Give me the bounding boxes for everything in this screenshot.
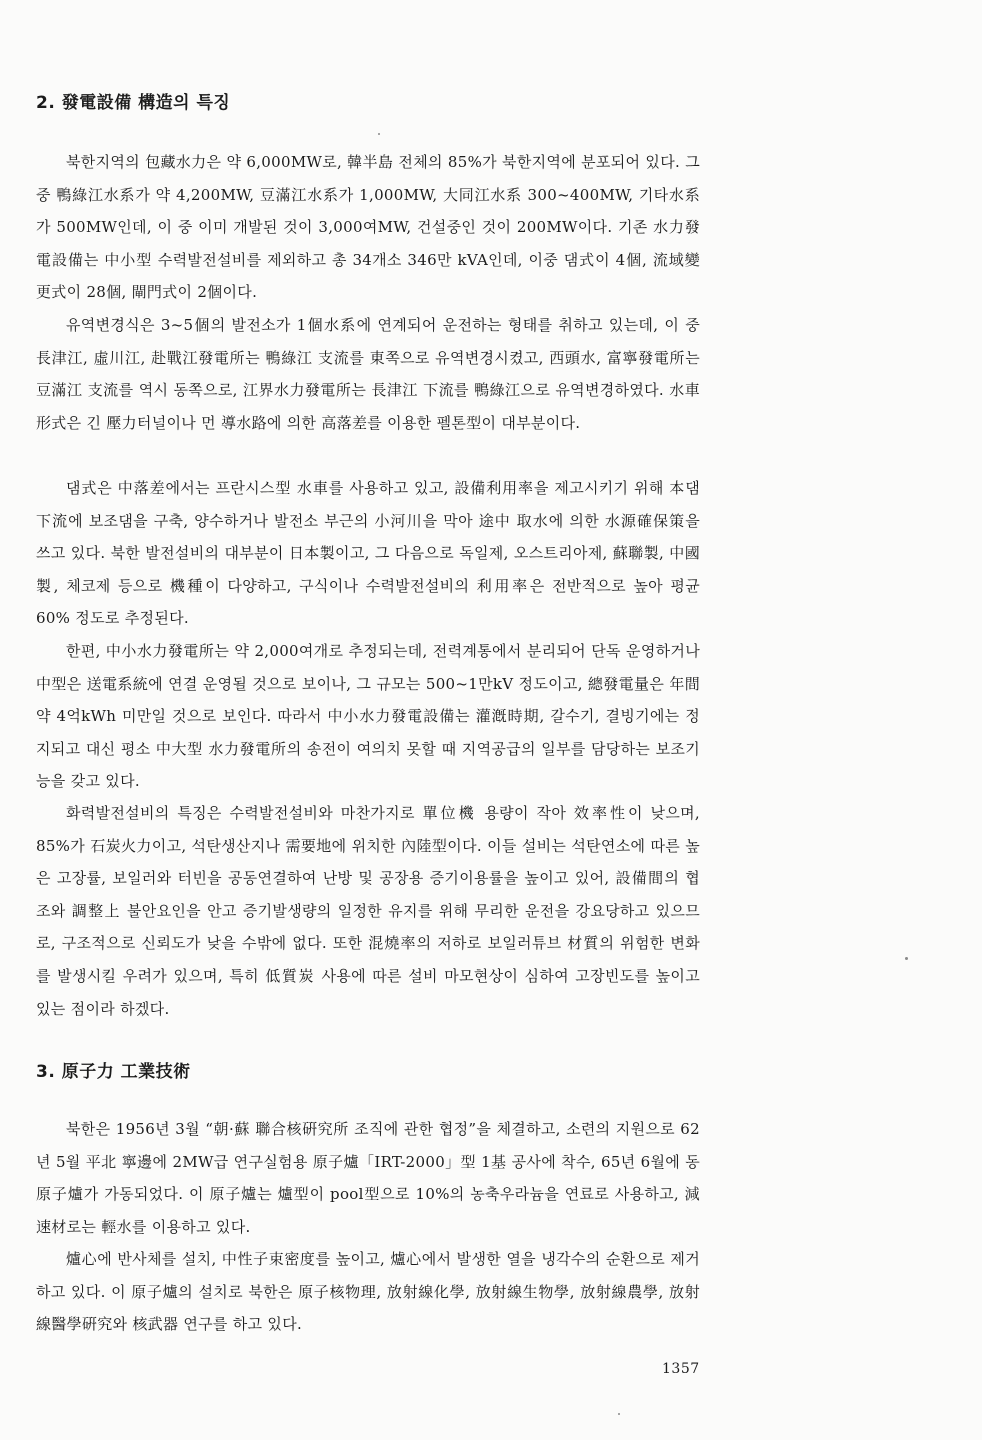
scan-speck	[378, 133, 380, 135]
scan-speck	[905, 957, 908, 960]
scan-speck	[618, 1413, 620, 1415]
section-heading-nuclear: 3. 原子力 工業技術	[36, 1062, 191, 1082]
page-number: 1357	[662, 1361, 700, 1377]
paragraph-dam-type: 댐式은 中落差에서는 프란시스型 水車를 사용하고 있고, 設備利用率을 제고시키기 위해 本댐 下流에 보조댐을 구축, 양수하거나 발전소 부근의 小河川을 막아 途中 取水에 의한 水源確保策을 쓰고 있다. 북한 발전설비의 대부분이 日本製이고, 그 다음으로 독일제, 오스트리아제, 蘇聯製, 中國製, 체코제 등으로 機種이 다양하고, 구식이나 수력발전설비의 利用率은 전반적으로 높아 평균 60% 정도로 추정된다.	[36, 479, 700, 628]
paragraph-thermal-power: 화력발전설비의 특징은 수력발전설비와 마찬가지로 單位機 용량이 작아 效率性이 낮으며, 85%가 石炭火力이고, 석탄생산지나 需要地에 위치한 內陸型이다. 이들 설비는 석탄연소에 따른 높은 고장률, 보일러와 터빈을 공동연결하여 난방 및 공장용 증기이용률을 높이고 있어, 設備間의 협조와 調整上 불안요인을 안고 증기발생량의 일정한 유지를 위해 무리한 운전을 강요당하고 있으므로, 구조적으로 신뢰도가 낮을 수밖에 없다. 또한 混燒率의 저하로 보일러튜브 材質의 위험한 변화를 발생시킬 우려가 있으며, 특히 低質炭 사용에 따른 설비 마모현상이 심하여 고장빈도를 높이고 있는 점이라 하겠다.	[36, 804, 700, 1018]
paragraph-small-hydro: 한편, 中小水力發電所는 약 2,000여개로 추정되는데, 전력계통에서 분리되어 단독 운영하거나 中型은 送電系統에 연결 운영될 것으로 보이나, 그 규모는 500~1만kV 정도이고, 總發電量은 年間 약 4억kWh 미만일 것으로 보인다. 따라서 中小水力發電設備는 灌漑時期, 갈수기, 결빙기에는 정지되고 대신 평소 中大型 水力發電所의 송전이 여의치 못할 때 지역공급의 일부를 담당하는 보조기능을 갖고 있다.	[36, 642, 700, 791]
paragraph-research-reactor: 북한은 1956년 3월 “朝·蘇 聯合核硏究所 조직에 관한 협정”을 체결하고, 소련의 지원으로 62년 5월 平北 寧邊에 2MW급 연구실험용 原子爐「IRT-2000」型 1基 공사에 착수, 65년 6월에 동 原子爐가 가동되었다. 이 原子爐는 爐型이 pool型으로 10%의 농축우라늄을 연료로 사용하고, 減速材로는 輕水를 이용하고 있다.	[36, 1120, 700, 1236]
paragraph-reactor-core: 爐心에 반사체를 설치, 中性子束密度를 높이고, 爐心에서 발생한 열을 냉각수의 순환으로 제거하고 있다. 이 原子爐의 설치로 북한은 原子核物理, 放射線化學, 放射線生物學, 放射線農學, 放射線醫學硏究와 核武器 연구를 하고 있다.	[36, 1250, 700, 1334]
paragraph-basin-diversion: 유역변경식은 3~5個의 발전소가 1個水系에 연계되어 운전하는 형태를 취하고 있는데, 이 중 長津江, 虛川江, 赴戰江發電所는 鴨綠江 支流를 東쪽으로 유역변경시켰고, 西頭水, 富寧發電所는 豆滿江 支流를 역시 동쪽으로, 江界水力發電所는 長津江 下流를 鴨綠江으로 유역변경하였다. 水車形式은 긴 壓力터널이나 먼 導水路에 의한 高落差를 이용한 펠톤型이 대부분이다.	[36, 316, 700, 432]
paragraph-hydro-potential: 북한지역의 包藏水力은 약 6,000MW로, 韓半島 전체의 85%가 북한지역에 분포되어 있다. 그 중 鴨綠江水系가 약 4,200MW, 豆滿江水系가 1,000MW, 大同江水系 300~400MW, 기타水系가 500MW인데, 이 중 이미 개발된 것이 3,000여MW, 건설중인 것이 200MW이다. 기존 水力發電設備는 中小型 수력발전설비를 제외하고 총 34개소 346만 kVA인데, 이중 댐式이 4個, 流域變更式이 28個, 閘門式이 2個이다.	[36, 153, 700, 302]
section-heading-power-facilities: 2. 發電設備 構造의 특징	[36, 93, 231, 113]
